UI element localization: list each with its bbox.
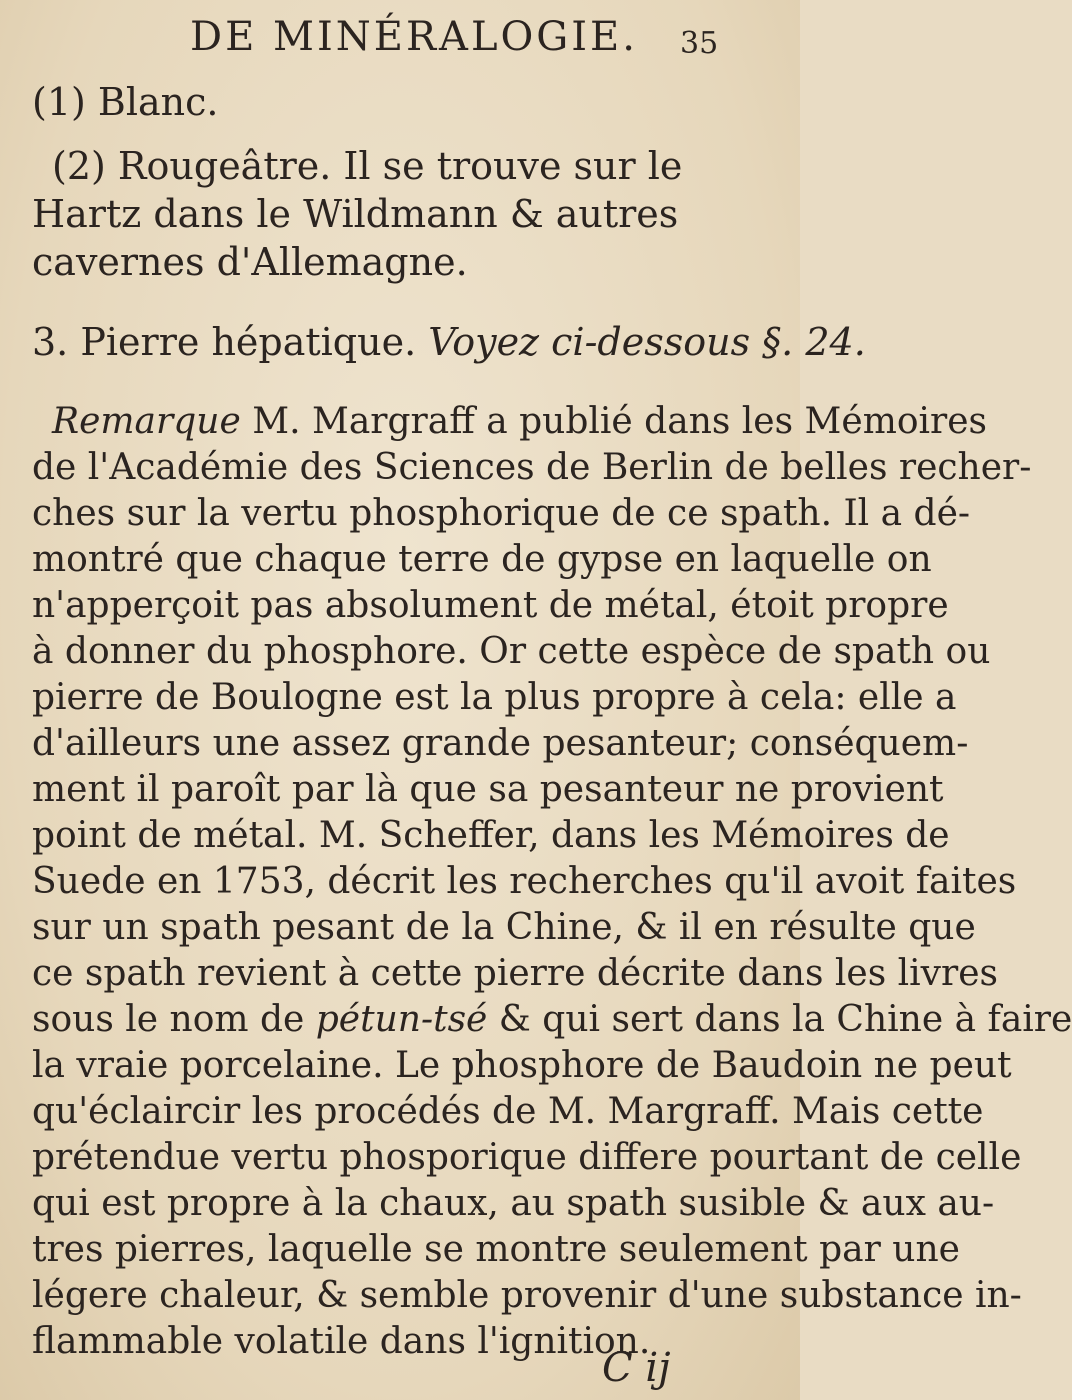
- text-line: tres pierres, laquelle se montre seulement par une: [32, 1229, 960, 1270]
- text-line: la vraie porcelaine. Le phosphore de Baudoin ne peut: [32, 1045, 1012, 1086]
- page-number: 35: [680, 26, 719, 61]
- text-line: ment il paroît par là que sa pesanteur ne provient: [32, 769, 944, 810]
- text-line: qu'éclaircir les procédés de M. Margraff. Mais cette: [32, 1091, 984, 1132]
- text-line: Hartz dans le Wildmann & autres: [32, 192, 679, 236]
- text-line: ce spath revient à cette pierre décrite dans les livres: [32, 953, 998, 994]
- text-line: pierre de Boulogne est la plus propre à cela: elle a: [32, 677, 957, 718]
- text-line: ches sur la vertu phosphorique de ce spath. Il a dé-: [32, 493, 971, 534]
- text-line: à donner du phosphore. Or cette espèce de spath ou: [32, 631, 991, 672]
- text-line: (1) Blanc.: [32, 80, 219, 124]
- text-line: 3. Pierre hépatique. Voyez ci-dessous §. 24.: [32, 320, 866, 364]
- text-line: point de métal. M. Scheffer, dans les Mémoires de: [32, 815, 950, 856]
- text-line: prétendue vertu phosporique differe pourtant de celle: [32, 1137, 1022, 1178]
- text-line: d'ailleurs une assez grande pesanteur; conséquem-: [32, 723, 969, 764]
- text-line: Remarque M. Margraff a publié dans les Mémoires: [52, 401, 988, 442]
- running-head: DE MINÉRALOGIE.: [190, 14, 638, 60]
- text-line: Suede en 1753, décrit les recherches qu'il avoit faites: [32, 861, 1017, 902]
- signature-mark: C ij: [602, 1345, 671, 1391]
- text-line: n'apperçoit pas absolument de métal, étoit propre: [32, 585, 949, 626]
- text-line: flammable volatile dans l'ignition.: [32, 1321, 651, 1362]
- text-line: de l'Académie des Sciences de Berlin de belles recher-: [32, 447, 1032, 488]
- text-line: sur un spath pesant de la Chine, & il en résulte que: [32, 907, 976, 948]
- text-line: légere chaleur, & semble provenir d'une substance in-: [32, 1275, 1022, 1316]
- text-line: montré que chaque terre de gypse en laquelle on: [32, 539, 932, 580]
- text-line: sous le nom de pétun-tsé & qui sert dans la Chine à faire: [32, 999, 1072, 1040]
- text-line: cavernes d'Allemagne.: [32, 240, 468, 284]
- text-line: (2) Rougeâtre. Il se trouve sur le: [52, 144, 683, 188]
- text-line: qui est propre à la chaux, au spath susible & aux au-: [32, 1183, 995, 1224]
